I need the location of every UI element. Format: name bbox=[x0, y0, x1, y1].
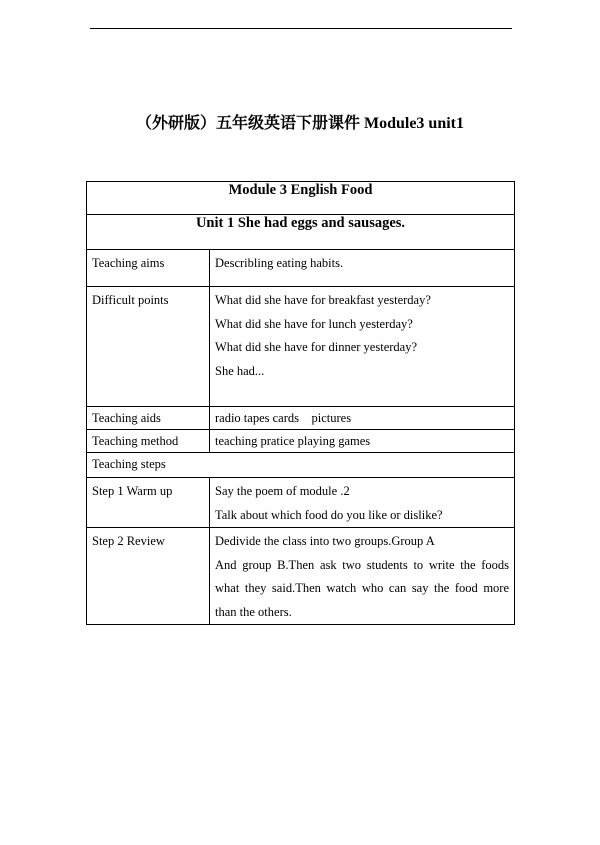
step1-value bbox=[210, 478, 515, 528]
step1-line: Say the poem of module .2 bbox=[215, 484, 350, 498]
teaching-method-value bbox=[210, 430, 515, 453]
teaching-steps-label: Teaching steps bbox=[92, 457, 166, 471]
step2-row bbox=[87, 528, 515, 625]
difficult-points-label-text: Difficult points bbox=[92, 293, 169, 307]
teaching-method-label-text: Teaching method bbox=[92, 434, 179, 448]
teaching-aids-label-text: Teaching aids bbox=[92, 411, 161, 425]
difficult-points-label bbox=[87, 287, 210, 407]
teaching-aims-value bbox=[210, 250, 515, 287]
teaching-method-label bbox=[87, 430, 210, 453]
teaching-aims-text: Describling eating habits. bbox=[215, 256, 344, 270]
teaching-steps-row bbox=[87, 453, 515, 478]
document-title: （外研版）五年级英语下册课件 Module3 unit1 bbox=[135, 115, 465, 132]
step2-paragraph: And group B.Then ask two students to write the foods what they said.Then watch who can say the food more than the others. bbox=[215, 557, 510, 619]
header-rule bbox=[90, 28, 512, 29]
module-heading-row bbox=[87, 182, 515, 215]
teaching-steps-cell bbox=[87, 453, 515, 478]
difficult-point-line: What did she have for dinner yesterday? bbox=[215, 340, 418, 354]
step2-label bbox=[87, 528, 210, 625]
step1-label-text: Step 1 Warm up bbox=[92, 484, 173, 498]
unit-heading: Unit 1 She had eggs and sausages. bbox=[87, 215, 515, 250]
teaching-aims-row bbox=[87, 250, 515, 287]
teaching-method-text: teaching pratice playing games bbox=[215, 434, 371, 448]
step2-value bbox=[210, 528, 515, 625]
lesson-plan-table bbox=[86, 181, 515, 625]
difficult-point-line: She had... bbox=[215, 363, 265, 378]
teaching-aims-label-text: Teaching aims bbox=[92, 256, 165, 270]
teaching-aims-label bbox=[87, 250, 210, 287]
unit-heading-row bbox=[87, 215, 515, 250]
step1-label bbox=[87, 478, 210, 528]
teaching-aids-value bbox=[210, 407, 515, 430]
teaching-aids-label bbox=[87, 407, 210, 430]
step2-line: Dedivide the class into two groups.Group A bbox=[215, 534, 435, 548]
teaching-aids-row bbox=[87, 407, 515, 430]
difficult-point-line: What did she have for lunch yesterday? bbox=[215, 316, 413, 331]
teaching-aids-text: radio tapes cards pictures bbox=[215, 411, 352, 425]
step1-row bbox=[87, 478, 515, 528]
difficult-point-line: What did she have for breakfast yesterday? bbox=[215, 293, 431, 307]
difficult-points-row bbox=[87, 287, 515, 407]
step1-line: Talk about which food do you like or dislike? bbox=[215, 507, 443, 522]
step2-label-text: Step 2 Review bbox=[92, 534, 165, 548]
difficult-points-value bbox=[210, 287, 515, 407]
teaching-method-row bbox=[87, 430, 515, 453]
module-heading: Module 3 English Food bbox=[87, 182, 515, 215]
